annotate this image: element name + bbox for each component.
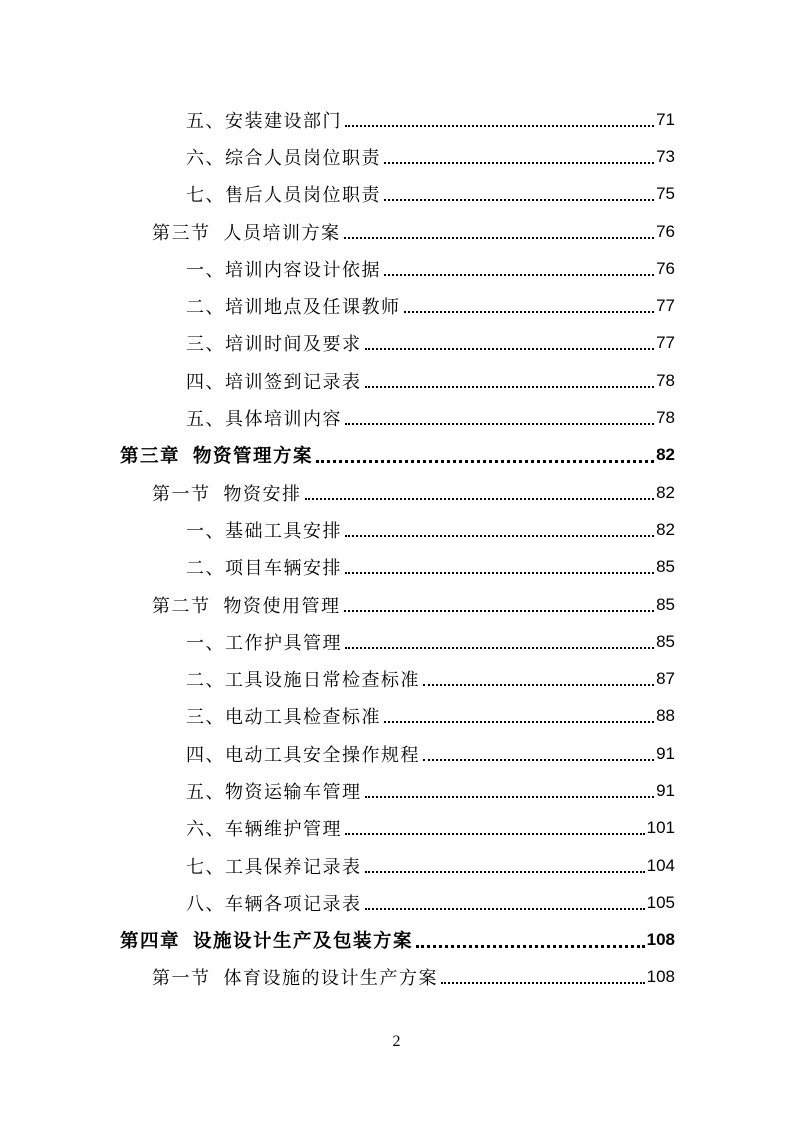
toc-dot-leader bbox=[365, 778, 655, 798]
toc-entry-text: 物资运输车管理 bbox=[225, 781, 362, 803]
toc-dot-leader bbox=[384, 703, 654, 723]
toc-entry-number: 二、 bbox=[186, 670, 225, 692]
toc-entry-title bbox=[186, 293, 401, 319]
toc-entry-text: 物资安排 bbox=[223, 483, 302, 505]
toc-entry-page: 77 bbox=[656, 296, 675, 316]
toc-entry-title bbox=[186, 554, 342, 580]
toc-entry[interactable] bbox=[0, 810, 793, 847]
toc-dot-leader bbox=[365, 368, 655, 388]
toc-entry-text: 项目车辆安排 bbox=[225, 558, 342, 580]
toc-entry-page: 108 bbox=[646, 967, 675, 987]
toc-entry[interactable] bbox=[0, 698, 793, 735]
toc-entry-text: 物资使用管理 bbox=[223, 595, 341, 617]
toc-entry[interactable] bbox=[0, 884, 793, 921]
toc-entry-text: 物资管理方案 bbox=[193, 446, 314, 468]
toc-entry[interactable] bbox=[0, 959, 793, 996]
toc-entry-row bbox=[186, 287, 675, 324]
toc-entry-number: 一、 bbox=[186, 520, 225, 542]
toc-dot-leader bbox=[316, 442, 654, 463]
toc-entry-title bbox=[186, 778, 362, 804]
toc-entry[interactable] bbox=[0, 549, 793, 586]
toc-entry-row bbox=[186, 362, 675, 399]
toc-entry[interactable] bbox=[0, 847, 793, 884]
toc-entry[interactable] bbox=[0, 922, 793, 959]
toc-entry-row bbox=[186, 250, 675, 287]
toc-dot-leader bbox=[344, 219, 655, 239]
toc-entry-text: 培训地点及任课教师 bbox=[225, 297, 401, 319]
toc-dot-leader bbox=[365, 330, 655, 350]
toc-entry-text: 安装建设部门 bbox=[225, 110, 342, 132]
toc-entry-row bbox=[186, 511, 675, 548]
toc-entry-page: 78 bbox=[656, 370, 675, 390]
toc-entry-number: 六、 bbox=[186, 819, 225, 841]
toc-entry-text: 售后人员岗位职责 bbox=[225, 185, 381, 207]
toc-entry-row bbox=[152, 959, 675, 996]
toc-entry-page: 76 bbox=[656, 221, 675, 241]
toc-entry-title bbox=[186, 107, 342, 133]
toc-entry-page: 85 bbox=[656, 557, 675, 577]
toc-entry-number: 三、 bbox=[186, 707, 225, 729]
toc-entry-page: 104 bbox=[646, 855, 675, 875]
toc-entry-title bbox=[152, 480, 302, 506]
toc-entry-row bbox=[186, 660, 675, 697]
toc-entry-number: 一、 bbox=[186, 259, 225, 281]
toc-entry-text: 培训签到记录表 bbox=[225, 371, 362, 393]
toc-entry-number: 七、 bbox=[186, 185, 225, 207]
toc-dot-leader bbox=[345, 517, 654, 537]
toc-entry-text: 电动工具安全操作规程 bbox=[225, 744, 420, 766]
toc-entry-number: 第四章 bbox=[120, 931, 181, 953]
toc-entry[interactable] bbox=[0, 138, 793, 175]
toc-dot-leader bbox=[423, 666, 654, 686]
toc-dot-leader bbox=[441, 964, 645, 984]
toc-entry-row bbox=[152, 474, 675, 511]
toc-entry-title bbox=[186, 666, 420, 692]
toc-entry-number: 三、 bbox=[186, 334, 225, 356]
toc-entry-title bbox=[186, 256, 381, 282]
toc-entry[interactable] bbox=[0, 735, 793, 772]
toc-entry-number: 第一节 bbox=[152, 968, 211, 990]
toc-dot-leader bbox=[423, 741, 654, 761]
toc-entry[interactable] bbox=[0, 325, 793, 362]
toc-dot-leader bbox=[384, 181, 654, 201]
toc-entry-number: 第一节 bbox=[152, 483, 211, 505]
toc-entry-row bbox=[186, 325, 675, 362]
toc-entry-row bbox=[186, 549, 675, 586]
toc-entry-row bbox=[152, 586, 675, 623]
toc-entry-row bbox=[186, 735, 675, 772]
toc-entry-text: 基础工具安排 bbox=[225, 520, 342, 542]
toc-dot-leader bbox=[345, 815, 645, 835]
toc-entry-title bbox=[120, 927, 413, 953]
toc-entry-text: 工具保养记录表 bbox=[225, 856, 362, 878]
toc-entry-row bbox=[186, 810, 675, 847]
toc-dot-leader bbox=[345, 107, 654, 127]
toc-entry[interactable] bbox=[0, 250, 793, 287]
toc-entry-number: 四、 bbox=[186, 371, 225, 393]
toc-entry-text: 人员培训方案 bbox=[223, 222, 341, 244]
toc-entry-row bbox=[120, 922, 675, 959]
toc-entry-page: 75 bbox=[656, 184, 675, 204]
toc-dot-leader bbox=[345, 405, 654, 425]
toc-entry[interactable] bbox=[0, 474, 793, 511]
toc-entry-page: 101 bbox=[646, 818, 675, 838]
toc-entry-number: 第二节 bbox=[152, 595, 211, 617]
toc-entry-title bbox=[186, 815, 342, 841]
toc-entry-page: 91 bbox=[656, 743, 675, 763]
toc-entry-title bbox=[152, 964, 438, 990]
toc-entry-text: 设施设计生产及包装方案 bbox=[193, 931, 414, 953]
toc-entry-row bbox=[186, 847, 675, 884]
toc-entry-number: 第三章 bbox=[120, 446, 181, 468]
toc-entry-page: 87 bbox=[656, 669, 675, 689]
toc-entry-page: 77 bbox=[656, 333, 675, 353]
toc-entry-title bbox=[120, 442, 313, 468]
toc-entry-title bbox=[186, 144, 381, 170]
toc-entry-title bbox=[152, 219, 341, 245]
toc-entry[interactable] bbox=[0, 101, 793, 138]
toc-entry-page: 88 bbox=[656, 706, 675, 726]
toc-dot-leader bbox=[305, 480, 655, 500]
toc-entry-text: 车辆各项记录表 bbox=[225, 893, 362, 915]
toc-entry-number: 五、 bbox=[186, 409, 225, 431]
toc-entry[interactable] bbox=[0, 623, 793, 660]
toc-entry-row bbox=[120, 437, 675, 474]
toc-entry[interactable] bbox=[0, 176, 793, 213]
toc-dot-leader bbox=[384, 256, 654, 276]
toc-entry[interactable] bbox=[0, 399, 793, 436]
toc-entry[interactable] bbox=[0, 772, 793, 809]
toc-entry-page: 91 bbox=[656, 780, 675, 800]
toc-entry-text: 具体培训内容 bbox=[225, 409, 342, 431]
toc-entry-row bbox=[186, 772, 675, 809]
toc-entry-row bbox=[186, 698, 675, 735]
toc-dot-leader bbox=[345, 554, 654, 574]
toc-entry-row bbox=[186, 623, 675, 660]
table-of-contents bbox=[0, 101, 793, 996]
toc-entry-title bbox=[152, 592, 341, 618]
toc-entry-text: 综合人员岗位职责 bbox=[225, 147, 381, 169]
toc-entry-row bbox=[186, 101, 675, 138]
toc-entry-number: 七、 bbox=[186, 856, 225, 878]
toc-entry[interactable] bbox=[0, 213, 793, 250]
toc-entry-page: 71 bbox=[656, 109, 675, 129]
toc-entry[interactable] bbox=[0, 287, 793, 324]
toc-entry-row bbox=[186, 884, 675, 921]
toc-entry-number: 二、 bbox=[186, 558, 225, 580]
toc-entry-page: 78 bbox=[656, 408, 675, 428]
toc-entry-page: 73 bbox=[656, 146, 675, 166]
toc-entry-number: 五、 bbox=[186, 781, 225, 803]
toc-entry[interactable] bbox=[0, 437, 793, 474]
toc-entry-page: 76 bbox=[656, 258, 675, 278]
toc-entry-text: 电动工具检查标准 bbox=[225, 707, 381, 729]
toc-entry-number: 八、 bbox=[186, 893, 225, 915]
toc-entry-text: 工具设施日常检查标准 bbox=[225, 670, 420, 692]
toc-dot-leader bbox=[344, 592, 655, 612]
toc-entry-title bbox=[186, 405, 342, 431]
toc-entry-page: 82 bbox=[656, 445, 675, 465]
toc-entry-title bbox=[186, 368, 362, 394]
toc-entry[interactable] bbox=[0, 586, 793, 623]
toc-dot-leader bbox=[365, 890, 645, 910]
toc-dot-leader bbox=[384, 144, 654, 164]
toc-entry-number: 第三节 bbox=[152, 222, 211, 244]
toc-dot-leader bbox=[345, 629, 654, 649]
toc-entry-text: 体育设施的设计生产方案 bbox=[223, 968, 438, 990]
toc-dot-leader bbox=[365, 853, 645, 873]
toc-entry-text: 培训时间及要求 bbox=[225, 334, 362, 356]
toc-dot-leader bbox=[404, 293, 655, 313]
toc-entry-number: 五、 bbox=[186, 110, 225, 132]
toc-entry-title bbox=[186, 517, 342, 543]
toc-entry-row bbox=[186, 399, 675, 436]
toc-entry-row bbox=[152, 213, 675, 250]
toc-entry[interactable] bbox=[0, 511, 793, 548]
toc-entry-title bbox=[186, 741, 420, 767]
toc-entry-page: 82 bbox=[656, 519, 675, 539]
toc-entry-row bbox=[186, 176, 675, 213]
toc-entry-number: 六、 bbox=[186, 147, 225, 169]
toc-dot-leader bbox=[416, 927, 645, 948]
toc-entry-title bbox=[186, 181, 381, 207]
toc-entry-page: 105 bbox=[646, 892, 675, 912]
toc-entry-page: 82 bbox=[656, 482, 675, 502]
toc-entry-page: 108 bbox=[646, 930, 675, 950]
toc-entry-text: 车辆维护管理 bbox=[225, 819, 342, 841]
toc-entry-number: 二、 bbox=[186, 297, 225, 319]
toc-entry-number: 一、 bbox=[186, 632, 225, 654]
toc-entry-row bbox=[186, 138, 675, 175]
page-number: 2 bbox=[392, 1033, 401, 1050]
toc-entry-title bbox=[186, 853, 362, 879]
toc-entry-title bbox=[186, 890, 362, 916]
toc-entry-title bbox=[186, 330, 362, 356]
toc-entry-page: 85 bbox=[656, 631, 675, 651]
toc-entry-text: 培训内容设计依据 bbox=[225, 259, 381, 281]
toc-entry[interactable] bbox=[0, 660, 793, 697]
toc-entry-page: 85 bbox=[656, 594, 675, 614]
toc-entry[interactable] bbox=[0, 362, 793, 399]
toc-entry-title bbox=[186, 703, 381, 729]
toc-entry-title bbox=[186, 629, 342, 655]
toc-entry-text: 工作护具管理 bbox=[225, 632, 342, 654]
toc-entry-number: 四、 bbox=[186, 744, 225, 766]
